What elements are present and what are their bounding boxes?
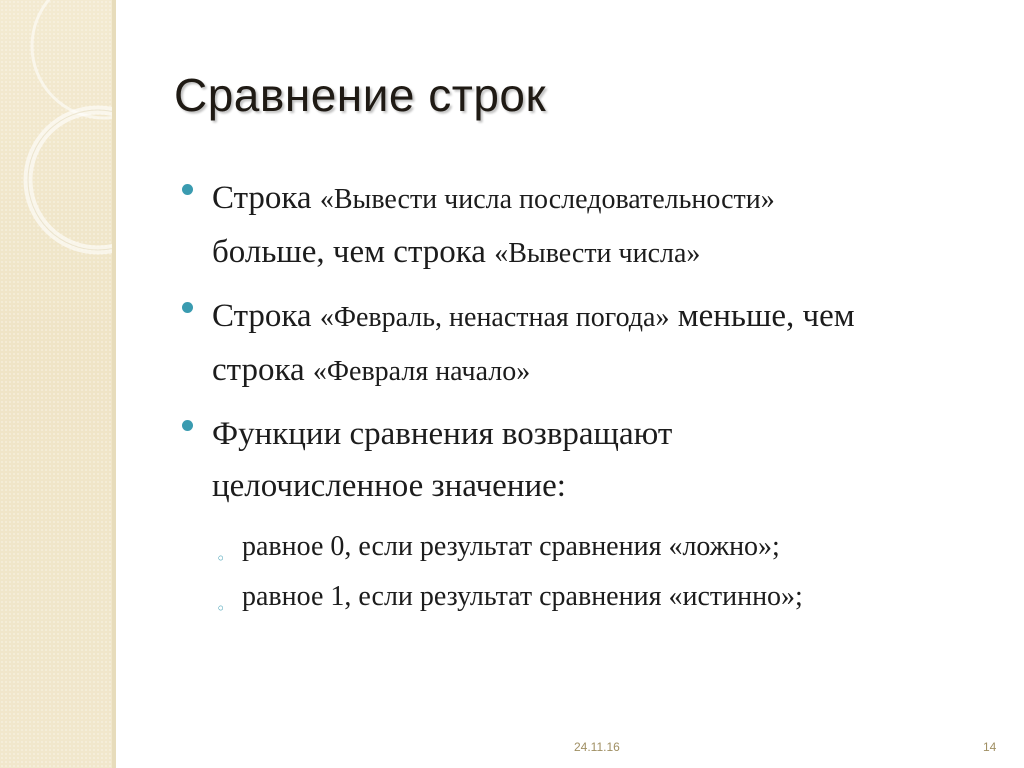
sub-bullet-text: равное 0, если результат сравнения «ложно»; xyxy=(242,531,780,562)
bullet-dot-icon xyxy=(182,302,193,313)
bullet-quote: «Февраля начало» xyxy=(312,356,531,387)
sub-bullet-item xyxy=(182,522,1002,572)
bullet-item xyxy=(182,408,1002,512)
bullet-line xyxy=(212,172,1002,226)
sub-bullet-item xyxy=(182,572,1002,622)
decorative-circles xyxy=(0,0,112,768)
bullet-dot-icon xyxy=(182,420,193,431)
bullet-text: меньше, чем xyxy=(669,298,855,334)
sub-bullet-text: равное 1, если результат сравнения «истинно»; xyxy=(242,581,803,612)
bullet-text: Строка xyxy=(212,180,320,216)
bullet-text: Строка xyxy=(212,298,320,334)
slide-title: Сравнение строк xyxy=(174,69,547,121)
bullet-line xyxy=(212,344,1002,398)
bullet-line: Функции сравнения возвращают xyxy=(212,416,673,452)
bullet-text: больше, чем строка xyxy=(212,234,495,270)
bullet-quote: «Вывести числа» xyxy=(494,238,701,269)
bullet-line xyxy=(212,290,1002,344)
bullet-quote: «Февраль, ненастная погода» xyxy=(319,302,670,333)
footer-page-number: 14 xyxy=(983,740,997,754)
ring-bullet-icon: ◦ xyxy=(216,549,226,568)
ring-bullet-icon: ◦ xyxy=(216,599,226,618)
bullet-line: целочисленное значение: xyxy=(212,468,566,504)
bullet-item xyxy=(182,290,1002,398)
bullet-line xyxy=(212,226,1002,280)
bullet-text: строка xyxy=(212,352,313,388)
bullet-quote: «Вывести числа последовательности» xyxy=(319,184,775,215)
side-band-edge xyxy=(112,0,116,768)
bullet-item xyxy=(182,172,1002,280)
slide-content xyxy=(182,172,1002,622)
bullet-dot-icon xyxy=(182,184,193,195)
footer-date: 24.11.16 xyxy=(574,740,620,754)
decorative-side-band xyxy=(0,0,112,768)
